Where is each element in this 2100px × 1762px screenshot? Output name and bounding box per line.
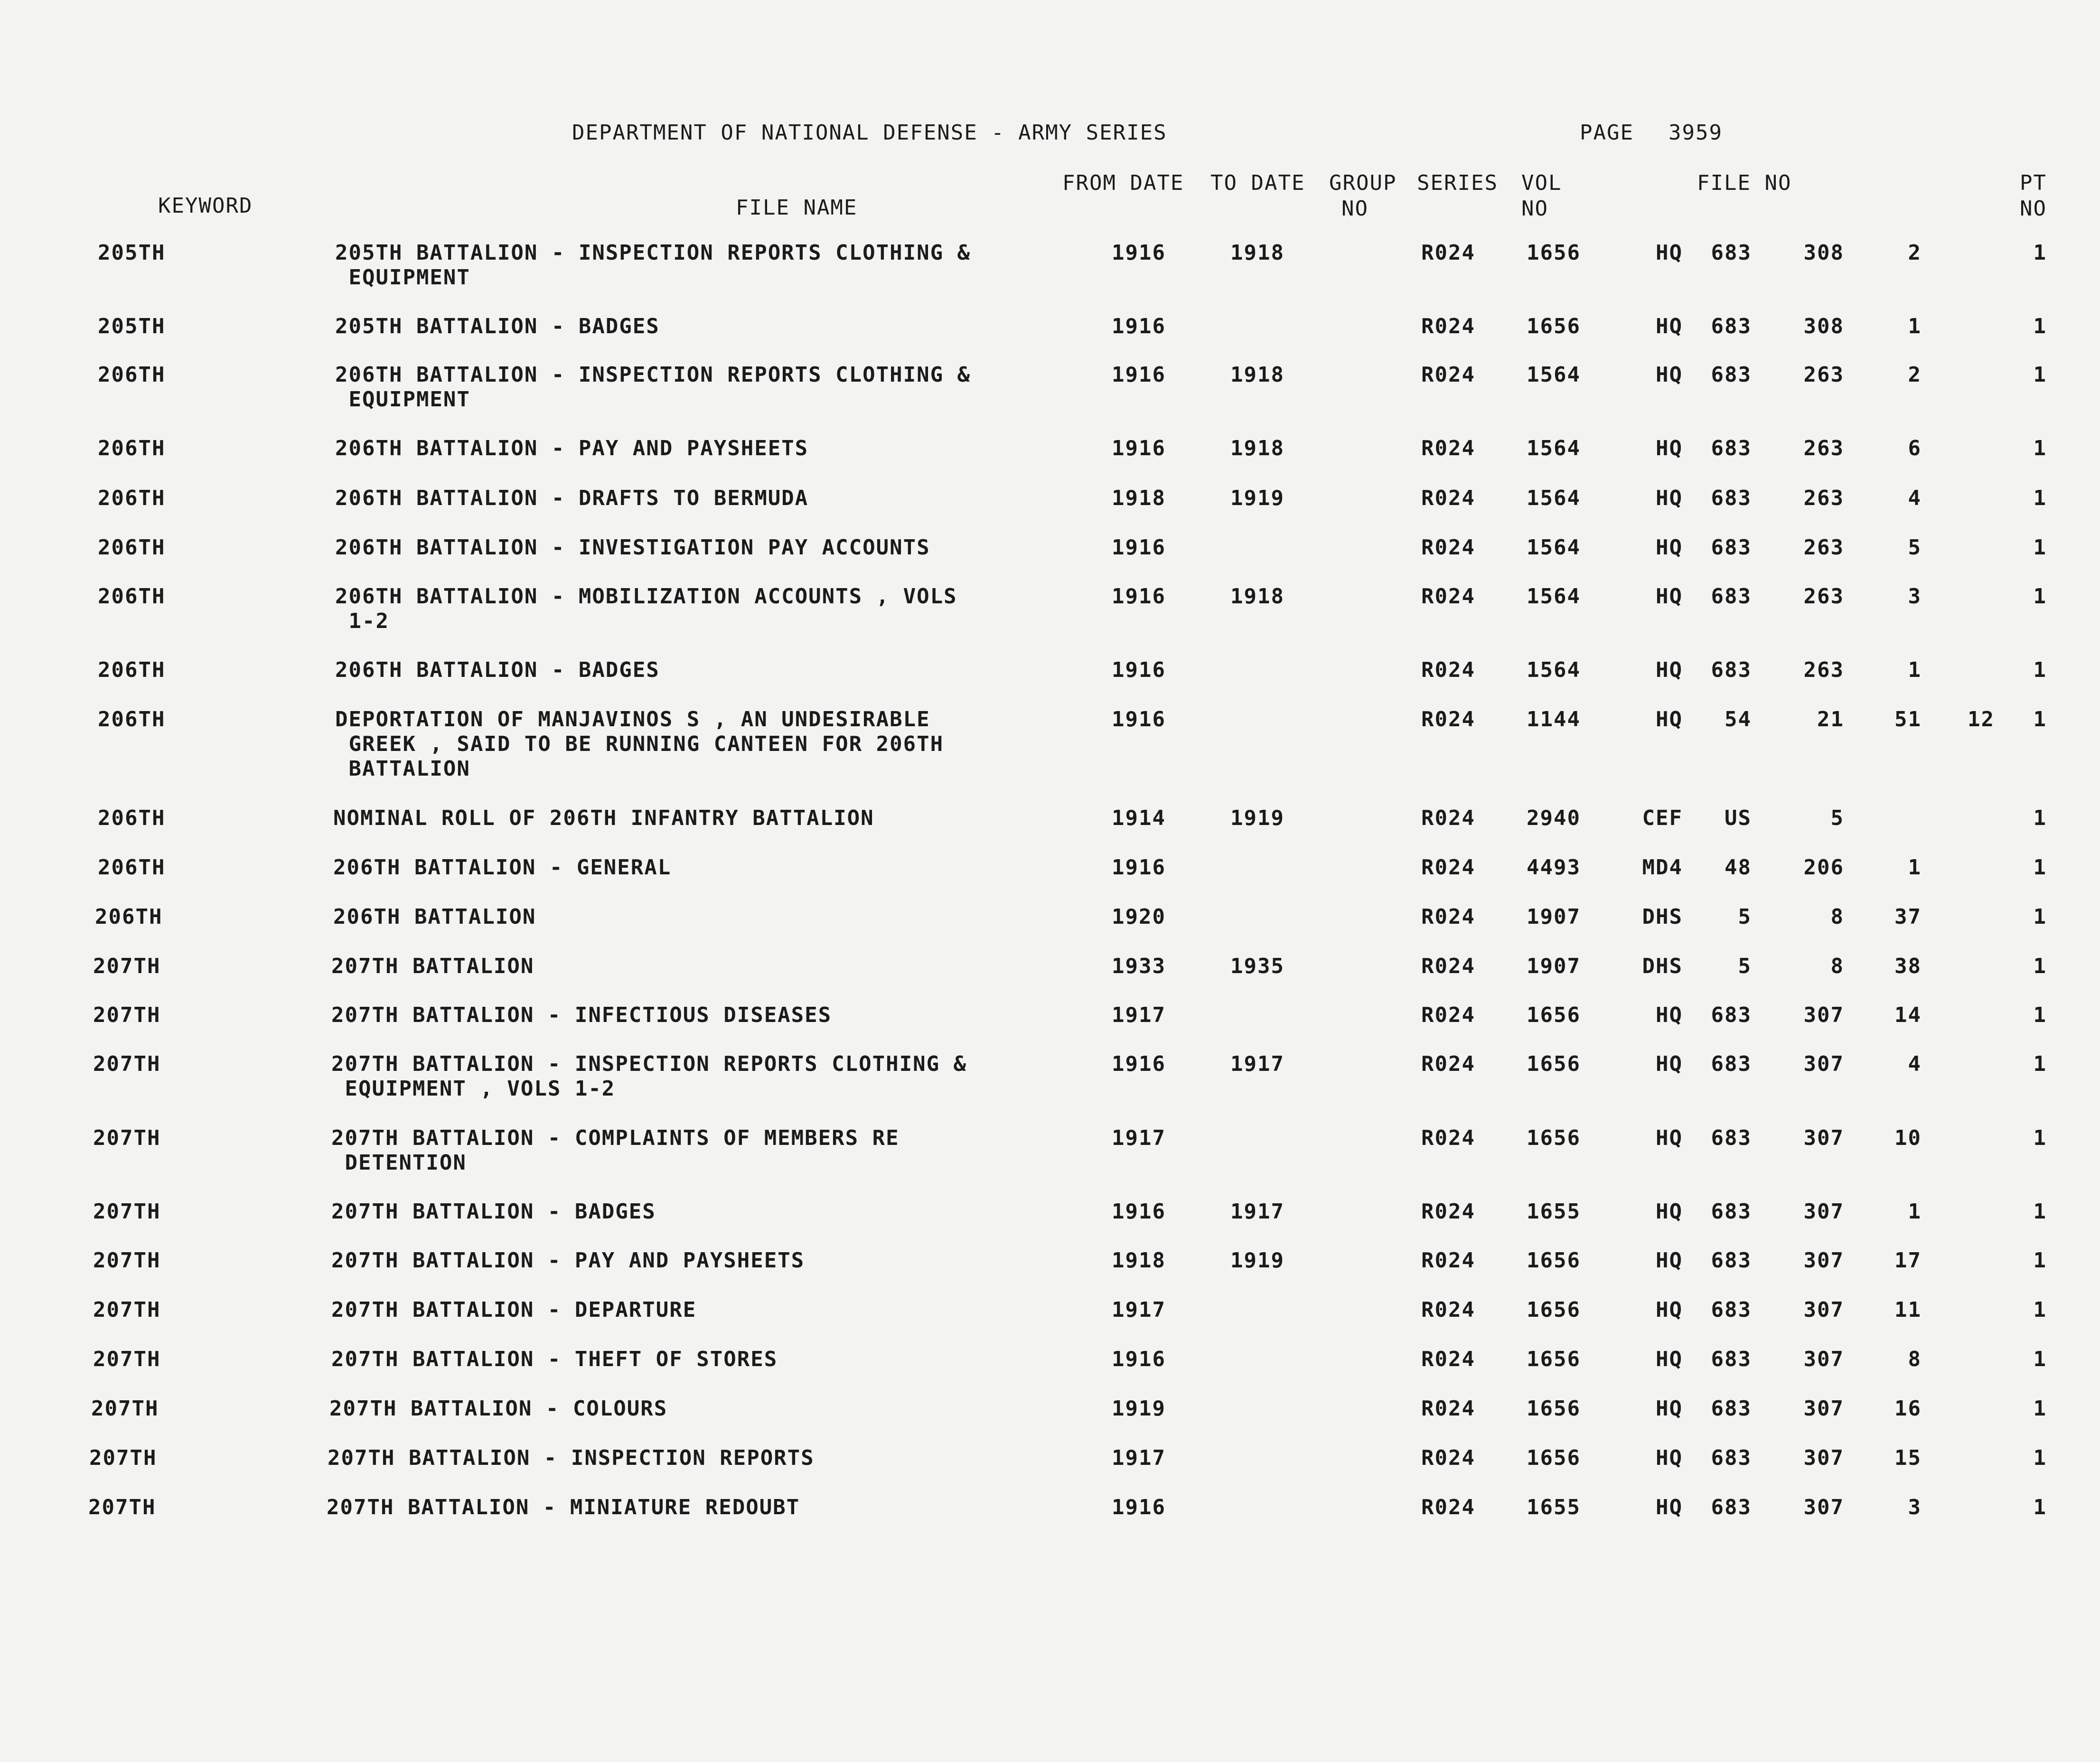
column-header-vol: VOL [1521,171,1562,195]
f2-cell: 5 [1738,954,1752,978]
series-cell: R024 [1421,1126,1475,1150]
to-cell: 1917 [1230,1052,1284,1076]
series-cell: R024 [1421,1298,1475,1322]
f3-cell: 307 [1803,1298,1844,1322]
from-cell: 1914 [1112,806,1166,830]
pt-cell: 1 [2033,1298,2047,1322]
f4-cell: 51 [1894,707,1922,731]
f2-cell: 683 [1711,486,1752,510]
from-cell: 1916 [1112,707,1166,731]
pt-cell: 1 [2033,486,2047,510]
f1-cell: MD4 [1642,855,1683,880]
pt-cell: 1 [2033,954,2047,978]
vol-cell: 1656 [1527,241,1581,265]
file-name-line: 207TH BATTALION - DEPARTURE [331,1298,697,1322]
from-cell: 1916 [1112,658,1166,682]
series-cell: R024 [1421,905,1475,929]
f2-cell: 683 [1711,658,1752,682]
from-cell: 1917 [1112,1003,1166,1027]
vol-cell: 1907 [1527,954,1581,978]
vol-cell: 1564 [1527,658,1581,682]
keyword-cell: 206TH [98,535,166,560]
f2-cell: 683 [1711,1126,1752,1150]
to-cell: 1918 [1230,584,1284,609]
vol-cell: 1656 [1527,1396,1581,1421]
series-cell: R024 [1421,535,1475,560]
f1-cell: HQ [1656,1200,1683,1224]
f1-cell: DHS [1642,905,1683,929]
pt-cell: 1 [2033,1003,2047,1027]
keyword-cell: 207TH [93,1003,161,1027]
file-name-line: 207TH BATTALION - THEFT OF STORES [331,1347,778,1371]
vol-cell: 4493 [1527,855,1581,880]
pt-cell: 1 [2033,241,2047,265]
series-cell: R024 [1421,658,1475,682]
f1-cell: HQ [1656,314,1683,338]
series-cell: R024 [1421,1446,1475,1470]
keyword-cell: 206TH [98,707,166,731]
keyword-cell: 207TH [93,1298,161,1322]
f1-cell: CEF [1642,806,1683,830]
from-cell: 1916 [1112,241,1166,265]
from-cell: 1916 [1112,363,1166,387]
f1-cell: HQ [1656,1347,1683,1371]
f1-cell: HQ [1656,1052,1683,1076]
keyword-cell: 207TH [89,1446,157,1470]
f2-cell: 683 [1711,584,1752,609]
f4-cell: 37 [1894,905,1922,929]
file-name-line: 207TH BATTALION - INSPECTION REPORTS CLOTHING & [331,1052,967,1076]
pt-cell: 1 [2033,1495,2047,1519]
column-header-to-date: TO DATE [1210,171,1305,195]
pt-cell: 1 [2033,806,2047,830]
keyword-cell: 207TH [93,1200,161,1224]
file-name-line: EQUIPMENT [335,387,470,412]
f4-cell: 4 [1908,486,1922,510]
file-name-line: 206TH BATTALION - INSPECTION REPORTS CLOTHING & [335,363,971,387]
vol-cell: 1656 [1527,1248,1581,1273]
f2-cell: 683 [1711,241,1752,265]
from-cell: 1916 [1112,1495,1166,1519]
f1-cell: DHS [1642,954,1683,978]
pt-cell: 1 [2033,363,2047,387]
f1-cell: HQ [1656,1396,1683,1421]
f2-cell: 683 [1711,1347,1752,1371]
file-name-line: 207TH BATTALION [331,954,534,978]
vol-cell: 1144 [1527,707,1581,731]
f4-cell: 10 [1894,1126,1922,1150]
to-cell: 1917 [1230,1200,1284,1224]
from-cell: 1916 [1112,1052,1166,1076]
column-header-pt: PT [2020,171,2047,195]
page-number: 3959 [1669,121,1723,145]
f3-cell: 308 [1803,314,1844,338]
f4-cell: 16 [1894,1396,1922,1421]
file-name-line: EQUIPMENT [335,265,470,290]
vol-cell: 1564 [1527,486,1581,510]
file-name-line: 205TH BATTALION - BADGES [335,314,660,338]
vol-cell: 1656 [1527,1347,1581,1371]
file-name-line: 206TH BATTALION [333,905,536,929]
f4-cell: 11 [1894,1298,1922,1322]
to-cell: 1919 [1230,806,1284,830]
f2-cell: 54 [1725,707,1752,731]
vol-cell: 1656 [1527,1298,1581,1322]
file-name-line: 207TH BATTALION - BADGES [331,1200,656,1224]
from-cell: 1918 [1112,486,1166,510]
to-cell: 1918 [1230,241,1284,265]
f4-cell: 2 [1908,363,1922,387]
pt-cell: 1 [2033,1347,2047,1371]
keyword-cell: 206TH [98,658,166,682]
pt-cell: 1 [2033,535,2047,560]
keyword-cell: 207TH [93,1248,161,1273]
file-name-line: 206TH BATTALION - PAY AND PAYSHEETS [335,436,809,460]
keyword-cell: 207TH [93,1347,161,1371]
pt-cell: 1 [2033,1052,2047,1076]
to-cell: 1919 [1230,486,1284,510]
series-cell: R024 [1421,1396,1475,1421]
column-header-file-name: FILE NAME [736,196,858,220]
file-name-line: 206TH BATTALION - BADGES [335,658,660,682]
from-cell: 1916 [1112,535,1166,560]
keyword-cell: 207TH [88,1495,156,1519]
f4-cell: 17 [1894,1248,1922,1273]
file-name-line: 206TH BATTALION - DRAFTS TO BERMUDA [335,486,809,510]
f4-cell: 2 [1908,241,1922,265]
f1-cell: HQ [1656,1126,1683,1150]
from-cell: 1918 [1112,1248,1166,1273]
f3-cell: 8 [1830,954,1844,978]
f4-cell: 14 [1894,1003,1922,1027]
to-cell: 1935 [1230,954,1284,978]
f1-cell: HQ [1656,1003,1683,1027]
vol-cell: 1656 [1527,1003,1581,1027]
vol-cell: 1564 [1527,436,1581,460]
f4-cell: 4 [1908,1052,1922,1076]
keyword-cell: 206TH [98,855,166,880]
f1-cell: HQ [1656,535,1683,560]
f3-cell: 21 [1817,707,1844,731]
f3-cell: 307 [1803,1446,1844,1470]
series-cell: R024 [1421,1052,1475,1076]
f4-cell: 38 [1894,954,1922,978]
keyword-cell: 206TH [98,363,166,387]
f2-cell: US [1725,806,1752,830]
f2-cell: 683 [1711,1248,1752,1273]
series-cell: R024 [1421,1347,1475,1371]
f2-cell: 683 [1711,1200,1752,1224]
f4-cell: 3 [1908,584,1922,609]
from-cell: 1916 [1112,584,1166,609]
f3-cell: 307 [1803,1126,1844,1150]
vol-cell: 1656 [1527,1126,1581,1150]
f1-cell: HQ [1656,1248,1683,1273]
file-name-line: EQUIPMENT , VOLS 1-2 [331,1077,616,1101]
from-cell: 1917 [1112,1298,1166,1322]
series-cell: R024 [1421,1495,1475,1519]
keyword-cell: 206TH [98,584,166,609]
from-cell: 1917 [1112,1126,1166,1150]
file-name-line: DEPORTATION OF MANJAVINOS S , AN UNDESIRABLE [335,707,930,731]
series-cell: R024 [1421,707,1475,731]
pt-cell: 1 [2033,1396,2047,1421]
f2-cell: 683 [1711,535,1752,560]
page-label: PAGE [1580,121,1634,145]
vol-cell: 1656 [1527,1446,1581,1470]
column-header-vol-no: NO [1521,197,1548,221]
f3-cell: 307 [1803,1396,1844,1421]
series-cell: R024 [1421,1003,1475,1027]
f4-cell: 5 [1908,535,1922,560]
vol-cell: 1907 [1527,905,1581,929]
f2-cell: 683 [1711,1003,1752,1027]
f5-cell: 12 [1968,707,1995,731]
column-header-file-no: FILE NO [1697,171,1792,195]
keyword-cell: 206TH [95,905,163,929]
vol-cell: 1656 [1527,1052,1581,1076]
from-cell: 1917 [1112,1446,1166,1470]
keyword-cell: 205TH [98,241,166,265]
f4-cell: 3 [1908,1495,1922,1519]
pt-cell: 1 [2033,584,2047,609]
f2-cell: 683 [1711,1298,1752,1322]
f4-cell: 1 [1908,855,1922,880]
file-name-line: 206TH BATTALION - INVESTIGATION PAY ACCOUNTS [335,535,930,560]
file-name-line: 206TH BATTALION - MOBILIZATION ACCOUNTS , VOLS [335,584,957,609]
column-header-group: GROUP [1329,171,1397,195]
to-cell: 1918 [1230,363,1284,387]
f3-cell: 307 [1803,1200,1844,1224]
keyword-cell: 207TH [91,1396,159,1421]
column-header-group-no: NO [1341,197,1369,221]
pt-cell: 1 [2033,855,2047,880]
f1-cell: HQ [1656,584,1683,609]
f4-cell: 6 [1908,436,1922,460]
series-cell: R024 [1421,855,1475,880]
series-cell: R024 [1421,314,1475,338]
series-cell: R024 [1421,806,1475,830]
series-cell: R024 [1421,486,1475,510]
keyword-cell: 206TH [98,806,166,830]
vol-cell: 1564 [1527,584,1581,609]
f4-cell: 1 [1908,1200,1922,1224]
f1-cell: HQ [1656,363,1683,387]
f4-cell: 15 [1894,1446,1922,1470]
from-cell: 1933 [1112,954,1166,978]
column-header-series: SERIES [1417,171,1498,195]
f3-cell: 263 [1803,584,1844,609]
series-cell: R024 [1421,241,1475,265]
f4-cell: 8 [1908,1347,1922,1371]
keyword-cell: 207TH [93,954,161,978]
series-cell: R024 [1421,584,1475,609]
f3-cell: 206 [1803,855,1844,880]
file-name-line: 206TH BATTALION - GENERAL [333,855,672,880]
f2-cell: 683 [1711,436,1752,460]
file-name-line: GREEK , SAID TO BE RUNNING CANTEEN FOR 206TH [335,732,944,756]
file-name-line: 207TH BATTALION - INFECTIOUS DISEASES [331,1003,832,1027]
pt-cell: 1 [2033,314,2047,338]
series-cell: R024 [1421,436,1475,460]
pt-cell: 1 [2033,1126,2047,1150]
file-name-line: 207TH BATTALION - COMPLAINTS OF MEMBERS RE [331,1126,900,1150]
f1-cell: HQ [1656,1446,1683,1470]
f2-cell: 5 [1738,905,1752,929]
f3-cell: 307 [1803,1248,1844,1273]
pt-cell: 1 [2033,905,2047,929]
keyword-cell: 206TH [98,436,166,460]
f3-cell: 263 [1803,486,1844,510]
file-name-line: 207TH BATTALION - MINIATURE REDOUBT [327,1495,800,1519]
f3-cell: 263 [1803,436,1844,460]
column-header-pt-no: NO [2020,197,2047,221]
f3-cell: 8 [1830,905,1844,929]
f3-cell: 5 [1830,806,1844,830]
series-cell: R024 [1421,954,1475,978]
f1-cell: HQ [1656,241,1683,265]
keyword-cell: 205TH [98,314,166,338]
f1-cell: HQ [1656,1495,1683,1519]
column-header-from-date: FROM DATE [1062,171,1184,195]
from-cell: 1916 [1112,436,1166,460]
keyword-cell: 206TH [98,486,166,510]
f2-cell: 683 [1711,314,1752,338]
from-cell: 1916 [1112,855,1166,880]
file-name-line: 207TH BATTALION - COLOURS [329,1396,668,1421]
f3-cell: 308 [1803,241,1844,265]
column-header-keyword: KEYWORD [158,194,253,218]
f1-cell: HQ [1656,486,1683,510]
f4-cell: 1 [1908,314,1922,338]
from-cell: 1916 [1112,1200,1166,1224]
f4-cell: 1 [1908,658,1922,682]
f2-cell: 683 [1711,1446,1752,1470]
vol-cell: 1655 [1527,1495,1581,1519]
series-cell: R024 [1421,1248,1475,1273]
f3-cell: 307 [1803,1347,1844,1371]
f2-cell: 683 [1711,363,1752,387]
pt-cell: 1 [2033,707,2047,731]
vol-cell: 1564 [1527,535,1581,560]
from-cell: 1916 [1112,1347,1166,1371]
to-cell: 1918 [1230,436,1284,460]
vol-cell: 1564 [1527,363,1581,387]
file-name-line: 207TH BATTALION - INSPECTION REPORTS [328,1446,815,1470]
file-name-line: BATTALION [335,757,470,781]
series-cell: R024 [1421,363,1475,387]
keyword-cell: 207TH [93,1052,161,1076]
series-cell: R024 [1421,1200,1475,1224]
f2-cell: 48 [1725,855,1752,880]
f3-cell: 307 [1803,1052,1844,1076]
document-title: DEPARTMENT OF NATIONAL DEFENSE - ARMY SERIES [572,121,1167,145]
f2-cell: 683 [1711,1396,1752,1421]
pt-cell: 1 [2033,1200,2047,1224]
f2-cell: 683 [1711,1052,1752,1076]
to-cell: 1919 [1230,1248,1284,1273]
f1-cell: HQ [1656,1298,1683,1322]
f2-cell: 683 [1711,1495,1752,1519]
file-name-line: 207TH BATTALION - PAY AND PAYSHEETS [331,1248,805,1273]
vol-cell: 2940 [1527,806,1581,830]
vol-cell: 1656 [1527,314,1581,338]
file-name-line: DETENTION [331,1151,467,1175]
f3-cell: 263 [1803,363,1844,387]
f3-cell: 263 [1803,658,1844,682]
pt-cell: 1 [2033,1446,2047,1470]
f3-cell: 263 [1803,535,1844,560]
f3-cell: 307 [1803,1003,1844,1027]
from-cell: 1916 [1112,314,1166,338]
file-name-line: NOMINAL ROLL OF 206TH INFANTRY BATTALION [333,806,874,830]
file-name-line: 1-2 [335,609,389,633]
vol-cell: 1655 [1527,1200,1581,1224]
pt-cell: 1 [2033,436,2047,460]
pt-cell: 1 [2033,1248,2047,1273]
pt-cell: 1 [2033,658,2047,682]
file-name-line: 205TH BATTALION - INSPECTION REPORTS CLOTHING & [335,241,971,265]
f1-cell: HQ [1656,707,1683,731]
f3-cell: 307 [1803,1495,1844,1519]
f1-cell: HQ [1656,658,1683,682]
f1-cell: HQ [1656,436,1683,460]
from-cell: 1920 [1112,905,1166,929]
from-cell: 1919 [1112,1396,1166,1421]
keyword-cell: 207TH [93,1126,161,1150]
